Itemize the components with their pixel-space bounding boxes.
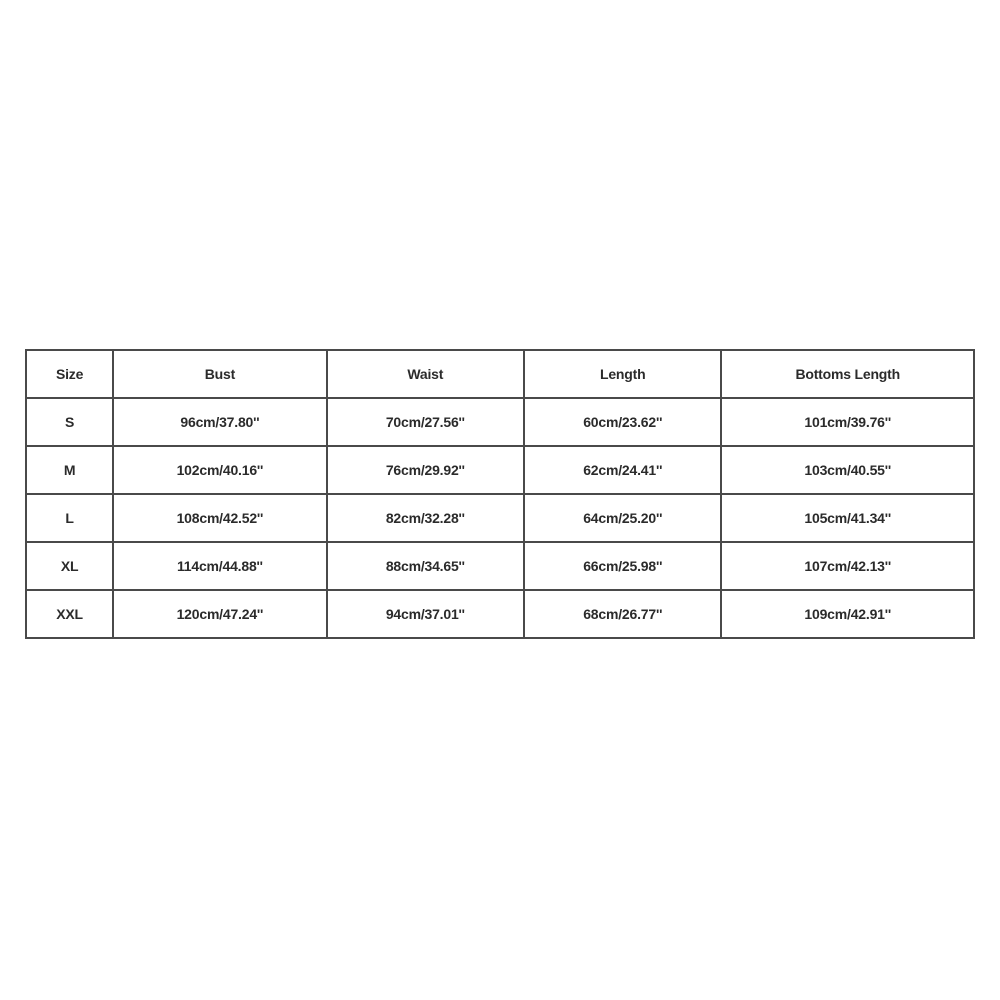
cell-bust: 114cm/44.88'' [113,542,326,590]
cell-length: 60cm/23.62'' [524,398,721,446]
cell-size: M [26,446,113,494]
cell-length: 68cm/26.77'' [524,590,721,638]
cell-length: 62cm/24.41'' [524,446,721,494]
cell-size: L [26,494,113,542]
cell-bottoms-length: 109cm/42.91'' [721,590,974,638]
cell-waist: 82cm/32.28'' [327,494,524,542]
header-bust: Bust [113,350,326,398]
size-chart-table [25,349,975,639]
table-row [26,494,974,542]
cell-bust: 108cm/42.52'' [113,494,326,542]
cell-bottoms-length: 105cm/41.34'' [721,494,974,542]
cell-waist: 76cm/29.92'' [327,446,524,494]
cell-length: 64cm/25.20'' [524,494,721,542]
header-waist: Waist [327,350,524,398]
cell-waist: 88cm/34.65'' [327,542,524,590]
cell-waist: 94cm/37.01'' [327,590,524,638]
cell-bottoms-length: 107cm/42.13'' [721,542,974,590]
cell-bust: 96cm/37.80'' [113,398,326,446]
cell-size: XL [26,542,113,590]
cell-bottoms-length: 103cm/40.55'' [721,446,974,494]
header-bottoms-length: Bottoms Length [721,350,974,398]
header-length: Length [524,350,721,398]
table-header-row [26,350,974,398]
cell-waist: 70cm/27.56'' [327,398,524,446]
table-row [26,590,974,638]
cell-size: XXL [26,590,113,638]
table-row [26,398,974,446]
table-row [26,542,974,590]
table-row [26,446,974,494]
cell-length: 66cm/25.98'' [524,542,721,590]
header-size: Size [26,350,113,398]
cell-bottoms-length: 101cm/39.76'' [721,398,974,446]
cell-size: S [26,398,113,446]
cell-bust: 102cm/40.16'' [113,446,326,494]
cell-bust: 120cm/47.24'' [113,590,326,638]
